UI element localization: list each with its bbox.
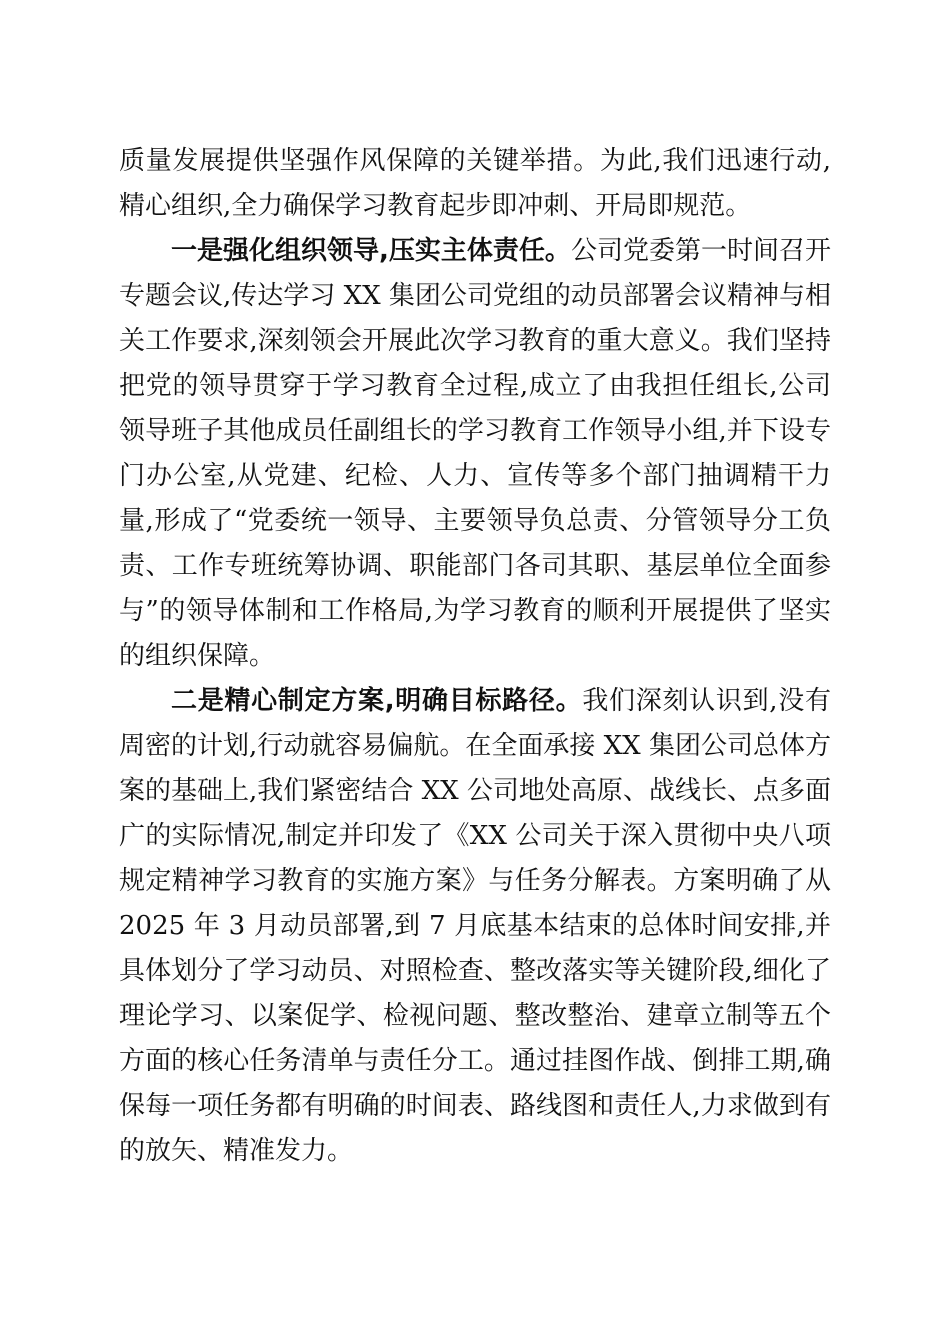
paragraph-lead-heading: 二是精心制定方案,明确目标路径。 (171, 686, 583, 716)
paragraph-lead-heading: 一是强化组织领导,压实主体责任。 (171, 236, 571, 266)
paragraph-text: 公司党委第一时间召开专题会议,传达学习 XX 集团公司党组的动员部署会议精神与相关工作要求,深刻领会开展此次学习教育的重大意义。我们坚持把党的领导贯穿于学习教育全过程,成立了由我担任组长,公司领导班子其他成员任副组长的学习教育工作领导小组,并下设专门办公室,从党建、纪检、人力、宣传等多个部门抽调精干力量,形成了“党委统一领导、主要领导负总责、分管领导分工负责、工作专班统筹协调、职能部门各司其职、基层单位全面参与”的领导体制和工作格局,为学习教育的顺利开展提供了坚实的组织保障。 (119, 236, 831, 671)
paragraph-text: 我们深刻认识到,没有周密的计划,行动就容易偏航。在全面承接 XX 集团公司总体方案的基础上,我们紧密结合 XX 公司地处高原、战线长、点多面广的实际情况,制定并印发了《XX 公司关于深入贯彻中央八项规定精神学习教育的实施方案》与任务分解表。方案明确了从 2025 年 3 月动员部署,到 7 月底基本结束的总体时间安排,并具体划分了学习动员、对照检查、整改落实等关键阶段,细化了理论学习、以案促学、检视问题、整改整治、建章立制等五个方面的核心任务清单与责任分工。通过挂图作战、倒排工期,确保每一项任务都有明确的时间表、路线图和责任人,力求做到有的放矢、精准发力。 (119, 686, 832, 1166)
document-body (119, 139, 831, 1174)
paragraph-text: 质量发展提供坚强作风保障的关键举措。为此,我们迅速行动,精心组织,全力确保学习教育起步即冲刺、开局即规范。 (119, 146, 831, 221)
paragraph-continuation (119, 139, 831, 229)
paragraph-plan-formulation (119, 679, 831, 1174)
paragraph-organization-leadership (119, 229, 831, 679)
